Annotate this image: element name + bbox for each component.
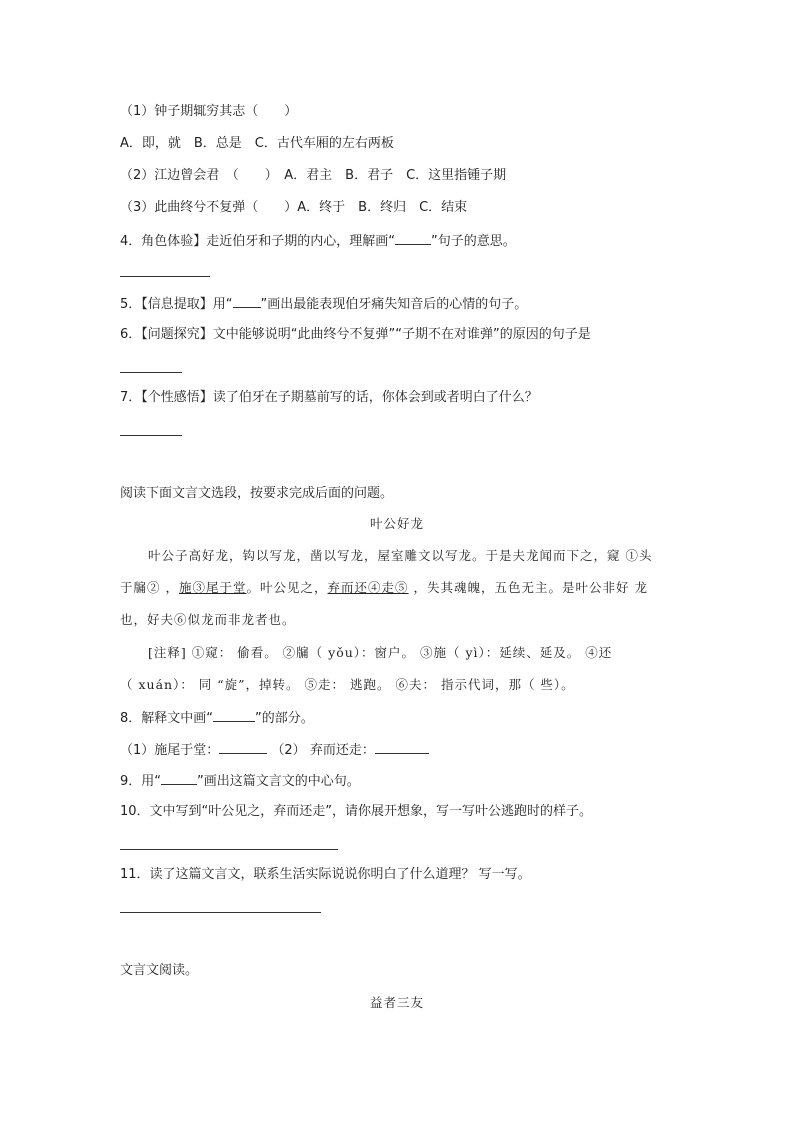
question-9: 9．用“ ”画出这篇文言文的中心句。 <box>120 771 360 791</box>
question-1-1: （1）钟子期辄穷其志（ ） <box>120 104 298 119</box>
question-5: 5．【信息提取】用“ ”画出最能表现伯牙痛失知音后的心情的句子。 <box>120 294 527 314</box>
reading-intro: 阅读下面文言文选段，按要求完成后面的问题。 <box>120 486 394 501</box>
question-11: 11．读了这篇文言文，联系生活实际说说你明白了什么道理？ 写一写。 <box>120 867 531 882</box>
question-10: 10．文中写到“叶公见之，弃而还走”，请你展开想象，写一写叶公逃跑时的样子。 <box>120 804 593 819</box>
question-1-2: （2）江边曾会君 （ ） A．君主 B．君子 C．这里指锺子期 <box>120 168 507 183</box>
passage-title-2: 益者三友 <box>369 995 424 1010</box>
underlined-phrase-2: 弃而还④走⑤ <box>327 580 409 595</box>
fill-blank <box>375 740 429 754</box>
question-1-3: （3）此曲终兮不复弹（ ）A．终于 B．终归 C．结束 <box>120 200 468 215</box>
fill-blank <box>395 231 431 245</box>
fill-blank <box>213 708 255 722</box>
passage-title: 叶公好龙 <box>369 516 424 531</box>
answer-line <box>120 372 182 373</box>
question-4: 4．角色体验】走近伯牙和子期的内心，理解画“ ”句子的意思。 <box>120 231 516 251</box>
question-6: 6．【问题探究】文中能够说明“此曲终兮不复弹”“子期不在对谁弹”的原因的句子是 <box>120 327 591 342</box>
answer-line <box>120 849 338 850</box>
passage-line-2: 于牖② ，施③尾于堂。叶公见之，弃而还④走⑤ ，失其魂魄，五色无主。是叶公非好 龙 <box>120 580 648 595</box>
question-8: 8．解释文中画“ ”的部分。 <box>120 708 314 728</box>
answer-line <box>120 435 182 436</box>
passage-line-1: 叶公子高好龙，钩以写龙，凿以写龙，屋室雕文以写龙。于是夫龙闻而下之，窥 ①头 <box>148 548 653 563</box>
question-1-1-options: A．即，就 B．总是 C．古代车厢的左右两板 <box>120 136 394 151</box>
reading-intro-2: 文言文阅读。 <box>120 963 199 978</box>
fill-blank <box>219 740 267 754</box>
question-8-items: （1）施尾于堂： （2） 弃而还走： <box>120 740 429 760</box>
underlined-phrase-1: 施③尾于堂 <box>178 580 247 595</box>
passage-line-3: 也，好夫⑥似龙而非龙者也。 <box>120 612 296 627</box>
annotation-line-2: （ xuán）： 同 “旋”，掉转。 ⑤走： 逃跑。 ⑥夫： 指示代词，那（ 些）。 <box>120 677 575 692</box>
answer-line <box>120 912 321 913</box>
annotation-line-1: [注释] ①窥： 偷看。 ②牖（ yǒu）：窗户。 ③施（ yì）：延续、延及。 ④还 <box>148 645 613 660</box>
fill-blank <box>161 771 197 785</box>
fill-blank <box>233 294 261 308</box>
question-7: 7．【个性感悟】读了伯牙在子期墓前写的话，你体会到或者明白了什么？ <box>120 390 538 405</box>
answer-line <box>120 276 210 277</box>
